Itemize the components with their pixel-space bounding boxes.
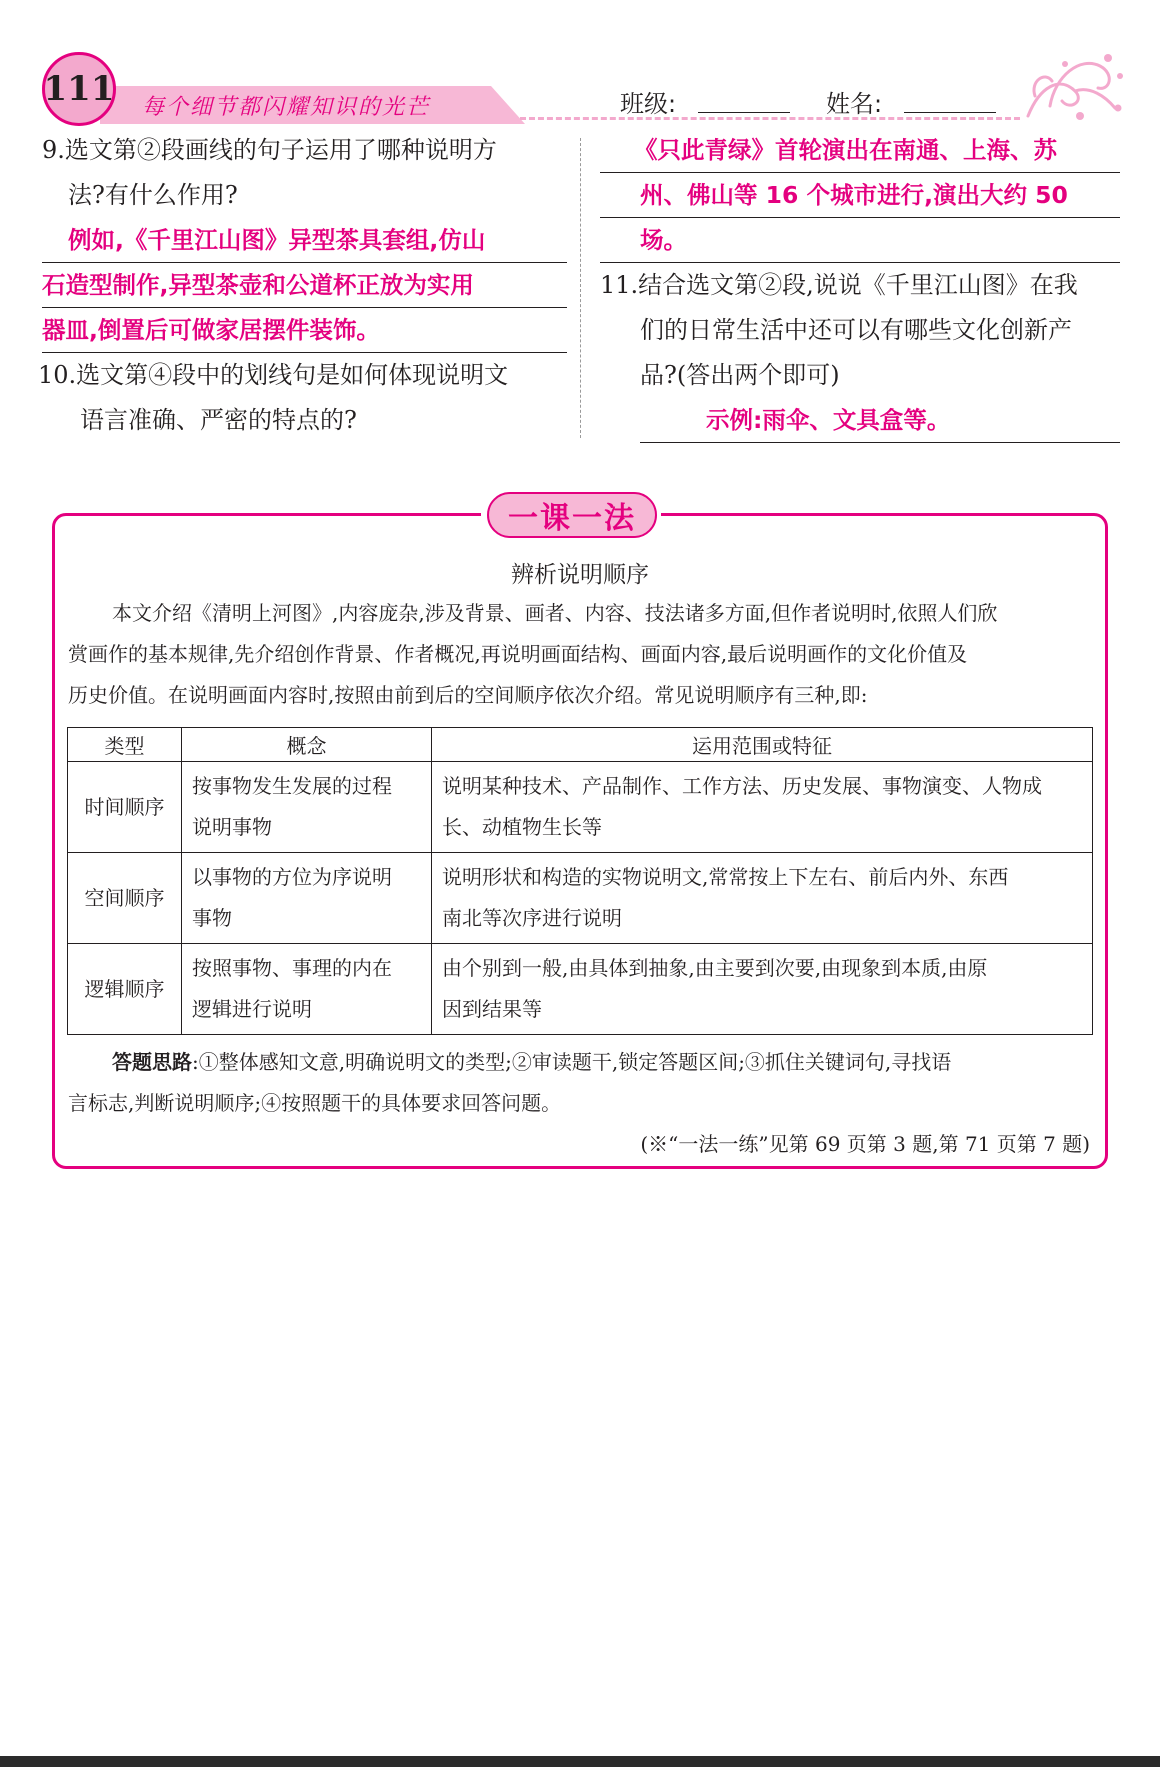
table-cell-text: 说明事物: [192, 815, 272, 839]
answer-tips-line2: 言标志,判断说明顺序;④按照题干的具体要求回答问题。: [68, 1091, 562, 1115]
table-cell-concept: [182, 944, 432, 1035]
question-9: [38, 128, 567, 443]
table-header-type: 类型: [68, 728, 182, 762]
table-cell-text: 因到结果等: [442, 997, 542, 1021]
floral-ornament-icon: [1020, 46, 1130, 126]
table-cell-text: 说明某种技术、产品制作、工作方法、历史发展、事物演变、人物成: [442, 774, 1042, 798]
question-9-answer-line1: 例如,《千里江山图》异型茶具套组,仿山: [42, 218, 567, 263]
question-11-line2: 们的日常生活中还可以有哪些文化创新产: [640, 316, 1072, 344]
bottom-edge-bar: [0, 1756, 1160, 1767]
table-row: [68, 853, 1093, 944]
table-row: [68, 762, 1093, 853]
table-cell-text: 事物: [192, 906, 232, 930]
question-10-answer-line3: 场。: [600, 218, 1120, 263]
header-dashed-divider: [520, 117, 1020, 120]
name-blank-line: [904, 112, 996, 113]
method-intro-line1: 本文介绍《清明上河图》,内容庞杂,涉及背景、画者、内容、技法诸多方面,但作者说明时,依照人们欣: [112, 601, 998, 625]
question-11-answer: 示例:雨伞、文具盒等。: [640, 398, 1120, 443]
answer-tips-text1: :①整体感知文意,明确说明文的类型;②审读题干,锁定答题区间;③抓住关键词句,寻找语: [192, 1050, 952, 1074]
class-blank-line: [698, 112, 790, 113]
answer-tips-label: 答题思路: [112, 1050, 192, 1074]
table-cell-text: 长、动植物生长等: [442, 815, 602, 839]
table-cell-scope: [432, 944, 1093, 1035]
question-10-answer-and-11: [600, 128, 1120, 443]
question-10-line1: 10.选文第④段中的划线句是如何体现说明文: [38, 361, 509, 389]
sequence-table: [67, 727, 1093, 1035]
question-9-answer-line3: 器皿,倒置后可做家居摆件装饰。: [42, 308, 567, 353]
page-number-badge: 111: [42, 52, 116, 126]
table-cell-text: 按照事物、事理的内在: [192, 956, 392, 980]
table-cell-type: 空间顺序: [68, 853, 182, 944]
answer-tips: [68, 1042, 1098, 1124]
table-header-scope: 运用范围或特征: [432, 728, 1093, 762]
question-10-answer-line2: 州、佛山等 16 个城市进行,演出大约 50: [600, 173, 1120, 218]
cross-reference-note: (※“一法一练”见第 69 页第 3 题,第 71 页第 7 题): [640, 1132, 1090, 1156]
question-9-line1: 9.选文第②段画线的句子运用了哪种说明方: [42, 136, 497, 164]
question-10-answer-line1: 《只此青绿》首轮演出在南通、上海、苏: [600, 128, 1120, 173]
table-row: [68, 944, 1093, 1035]
question-10-line2: 语言准确、严密的特点的?: [80, 406, 357, 434]
method-tag: 一课一法: [487, 492, 657, 538]
table-cell-scope: [432, 853, 1093, 944]
method-intro-line2: 赏画作的基本规律,先介绍创作背景、作者概况,再说明画面结构、画面内容,最后说明画作的文化价值及: [68, 642, 968, 666]
table-cell-text: 逻辑进行说明: [192, 997, 312, 1021]
answer-tips-line1: [68, 1042, 1098, 1083]
question-11-line1: 11.结合选文第②段,说说《千里江山图》在我: [600, 271, 1078, 299]
question-9-answer-line2: 石造型制作,异型茶壶和公道杯正放为实用: [42, 263, 567, 308]
slogan-text: 每个细节都闪耀知识的光芒: [142, 95, 431, 120]
table-cell-text: 说明形状和构造的实物说明文,常常按上下左右、前后内外、东西: [442, 865, 1009, 889]
method-intro: [68, 593, 1098, 716]
column-divider: [580, 138, 581, 438]
class-label: 班级:: [620, 90, 677, 118]
table-cell-concept: [182, 762, 432, 853]
table-cell-text: 由个别到一般,由具体到抽象,由主要到次要,由现象到本质,由原: [442, 956, 988, 980]
table-cell-concept: [182, 853, 432, 944]
table-cell-type: 时间顺序: [68, 762, 182, 853]
method-title: 辨析说明顺序: [511, 562, 649, 588]
method-intro-line3: 历史价值。在说明画面内容时,按照由前到后的空间顺序依次介绍。常见说明顺序有三种,即:: [68, 683, 868, 707]
name-label: 姓名:: [826, 90, 883, 118]
table-cell-text: 南北等次序进行说明: [442, 906, 622, 930]
question-9-line2: 法?有什么作用?: [68, 181, 238, 209]
question-11-line3: 品?(答出两个即可): [640, 361, 840, 389]
table-cell-type: 逻辑顺序: [68, 944, 182, 1035]
table-cell-text: 按事物发生发展的过程: [192, 774, 392, 798]
table-header-row: [68, 728, 1093, 762]
table-cell-scope: [432, 762, 1093, 853]
table-cell-text: 以事物的方位为序说明: [192, 865, 392, 889]
table-header-concept: 概念: [182, 728, 432, 762]
